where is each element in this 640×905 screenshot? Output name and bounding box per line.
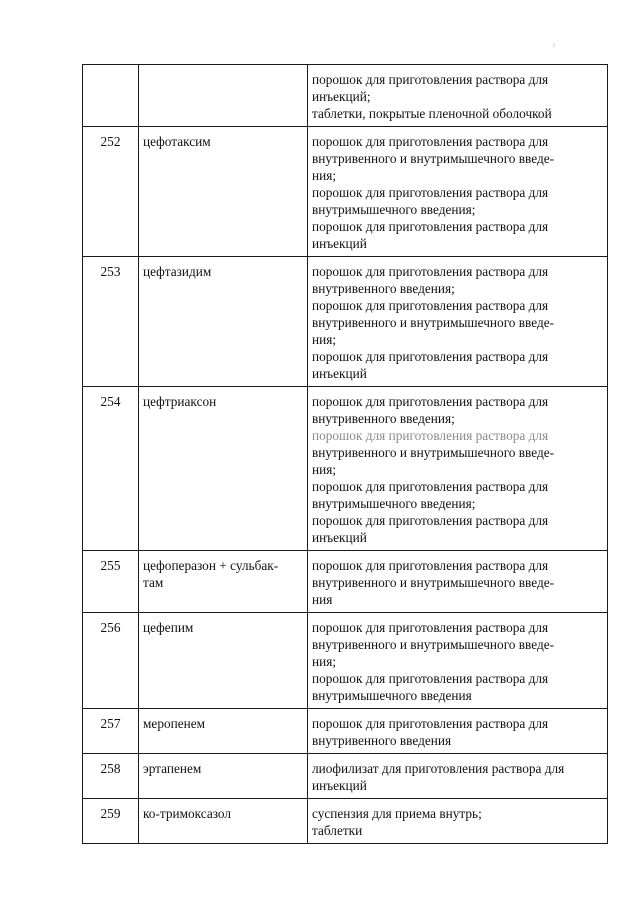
dosage-form-line: инъекций — [312, 236, 367, 251]
table-row — [83, 257, 608, 387]
dosage-form-line: внутривенного и внутримышечного введе- — [312, 575, 555, 590]
dosage-form-line: инъекций — [312, 530, 367, 545]
row-number-cell: 253 — [83, 257, 139, 387]
dosage-form-line: внутривенного введения; — [312, 411, 455, 426]
table-row — [83, 613, 608, 709]
row-number-cell — [83, 65, 139, 127]
dosage-form-line: порошок для приготовления раствора для — [312, 513, 549, 528]
dosage-form-line: порошок для приготовления раствора для — [312, 428, 549, 443]
dosage-form-line: порошок для приготовления раствора для — [312, 219, 549, 234]
drug-table-body — [83, 65, 608, 844]
drug-name-line: ко-тримоксазол — [143, 806, 232, 821]
row-number-cell: 259 — [83, 799, 139, 844]
drug-name-cell — [139, 754, 308, 799]
table-row — [83, 127, 608, 257]
drug-name-cell — [139, 613, 308, 709]
dosage-form-line: таблетки, покрытые пленочной оболочкой — [312, 106, 552, 121]
dosage-form-cell — [308, 127, 608, 257]
dosage-form-line: внутривенного и внутримышечного введе- — [312, 445, 555, 460]
dosage-form-line: порошок для приготовления раствора для — [312, 620, 549, 635]
dosage-form-line: порошок для приготовления раствора для — [312, 394, 549, 409]
row-number-cell: 258 — [83, 754, 139, 799]
dosage-form-line: порошок для приготовления раствора для — [312, 349, 549, 364]
dosage-form-line: внутримышечного введения; — [312, 202, 476, 217]
dosage-form-cell — [308, 387, 608, 551]
drug-name-cell — [139, 65, 308, 127]
dosage-form-line: порошок для приготовления раствора для — [312, 479, 549, 494]
drug-name-cell — [139, 257, 308, 387]
dosage-form-line: внутривенного и внутримышечного введе- — [312, 151, 555, 166]
dosage-form-line: инъекций — [312, 366, 367, 381]
dosage-form-line: порошок для приготовления раствора для — [312, 264, 549, 279]
dosage-form-cell — [308, 551, 608, 613]
dosage-form-line: ния — [312, 592, 333, 607]
table-row — [83, 799, 608, 844]
dosage-form-line: внутривенного и внутримышечного введе- — [312, 315, 555, 330]
row-number-cell: 252 — [83, 127, 139, 257]
dosage-form-cell — [308, 65, 608, 127]
drug-name-cell — [139, 799, 308, 844]
drug-name-cell — [139, 127, 308, 257]
dosage-form-line: внутривенного введения — [312, 733, 452, 748]
dosage-form-line: ния; — [312, 462, 337, 477]
dosage-form-line: порошок для приготовления раствора для — [312, 558, 549, 573]
dosage-form-cell — [308, 613, 608, 709]
drug-name-line: меропенем — [143, 716, 206, 731]
dosage-form-line: внутривенного и внутримышечного введе- — [312, 637, 555, 652]
drug-name-line: эртапенем — [143, 761, 202, 776]
table-row — [83, 387, 608, 551]
drug-name-cell — [139, 551, 308, 613]
table-row — [83, 65, 608, 127]
drug-table — [82, 64, 608, 844]
row-number-cell: 257 — [83, 709, 139, 754]
drug-name-line: там — [143, 575, 164, 590]
dosage-form-line: ния; — [312, 168, 337, 183]
dosage-form-line: таблетки — [312, 823, 363, 838]
dosage-form-line: порошок для приготовления раствора для — [312, 72, 549, 87]
scan-mark: ı — [553, 40, 556, 49]
dosage-form-line: порошок для приготовления раствора для — [312, 716, 549, 731]
dosage-form-line: внутривенного введения; — [312, 281, 455, 296]
dosage-form-line: порошок для приготовления раствора для — [312, 298, 549, 313]
drug-name-line: цефотаксим — [143, 134, 211, 149]
dosage-form-cell — [308, 754, 608, 799]
row-number-cell: 256 — [83, 613, 139, 709]
dosage-form-line: лиофилизат для приготовления раствора для — [312, 761, 565, 776]
drug-name-line: цефтазидим — [143, 264, 212, 279]
dosage-form-line: ния; — [312, 654, 337, 669]
drug-name-cell — [139, 387, 308, 551]
row-number-cell: 254 — [83, 387, 139, 551]
dosage-form-line: внутримышечного введения — [312, 688, 472, 703]
dosage-form-line: инъекций — [312, 778, 367, 793]
drug-name-line: цефоперазон + сульбак- — [143, 558, 279, 573]
dosage-form-line: инъекций; — [312, 89, 371, 104]
drug-name-line: цефтриаксон — [143, 394, 217, 409]
table-row — [83, 754, 608, 799]
dosage-form-cell — [308, 799, 608, 844]
dosage-form-line: порошок для приготовления раствора для — [312, 134, 549, 149]
dosage-form-line: порошок для приготовления раствора для — [312, 671, 549, 686]
dosage-form-line: порошок для приготовления раствора для — [312, 185, 549, 200]
dosage-form-line: внутримышечного введения; — [312, 496, 476, 511]
row-number-cell: 255 — [83, 551, 139, 613]
drug-name-cell — [139, 709, 308, 754]
table-row — [83, 551, 608, 613]
dosage-form-line: ния; — [312, 332, 337, 347]
dosage-form-line: суспензия для приема внутрь; — [312, 806, 482, 821]
table-row — [83, 709, 608, 754]
drug-name-line: цефепим — [143, 620, 194, 635]
dosage-form-cell — [308, 709, 608, 754]
dosage-form-cell — [308, 257, 608, 387]
